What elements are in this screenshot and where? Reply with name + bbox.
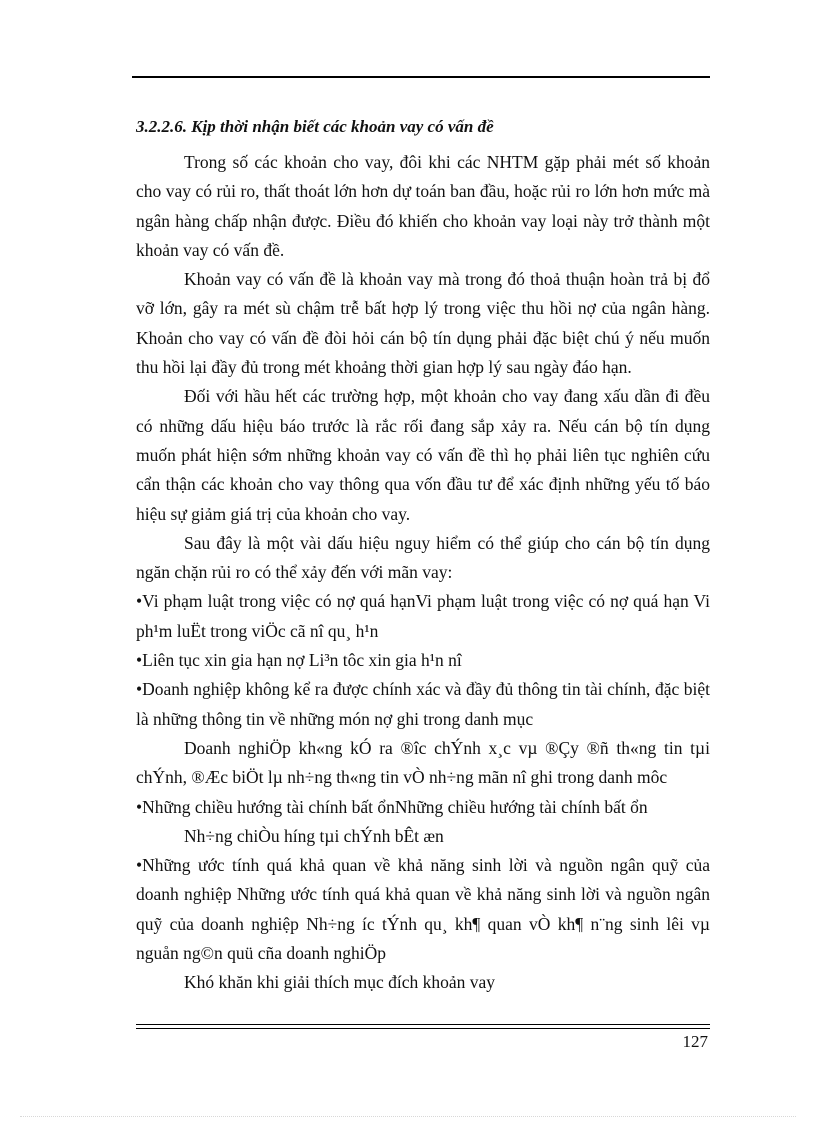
paragraph-definition: Khoản vay có vấn đề là khoản vay mà trong đó thoả thuận hoàn trả bị đổ vỡ lớn, gây ra mét sù chậm trễ bất hợp lý trong việc thu hồi nợ của ngân hàng. Khoản cho vay có vấn đề đòi hỏi cán bộ tín dụng phải đặc biệt chú ý nếu muốn thu hồi lại đầy đủ trong mét khoảng thời gian hợp lý sau ngày đáo hạn. xyxy=(136,269,710,378)
paragraph-purpose: Khó khăn khi giải thích mục đích khoản vay xyxy=(184,972,496,993)
footer-rule-upper xyxy=(136,1024,710,1025)
paragraph-disclosure-legacy: Doanh nghiÖp kh«ng kÓ ra ®îc chÝnh x¸c vµ ®Çy ®ñ th«ng tin tµi chÝnh, ®Æc biÖt lµ nh÷ng th«ng tin vÒ nh÷ng mãn nî ghi trong danh môc xyxy=(136,737,710,788)
paragraph-list-intro: Sau đây là một vài dấu hiệu nguy hiểm có thể giúp cho cán bộ tín dụng ngăn chặn rủi ro có thể xảy đến với mãn vay: xyxy=(136,532,710,583)
bullet-item-disclosure: •Doanh nghiệp không kể ra được chính xác và đầy đủ thông tin tài chính, đặc biệt là những thông tin về những món nợ ghi trong danh mục xyxy=(136,679,710,729)
paragraph-warning-signs: Đối với hầu hết các trường hợp, một khoản cho vay đang xấu dần đi đều có những dấu hiệu báo trước là rắc rối đang sắp xảy ra. Nếu cán bộ tín dụng muốn phát hiện sớm những khoản vay có vấn đề thì họ phải liên tục nghiên cứu cẩn thận các khoản cho vay thông qua vốn đầu tư để xác định những yếu tố báo hiệu sự giảm giá trị của khoản cho vay. xyxy=(136,386,710,524)
page-edge-dotted-line xyxy=(20,1116,796,1117)
bullet-item-trends: •Những chiều hướng tài chính bất ổnNhững chiều hướng tài chính bất ổn xyxy=(136,796,648,817)
paragraph-intro: Trong số các khoản cho vay, đôi khi các NHTM gặp phải mét số khoản cho vay có rủi ro, thất thoát lớn hơn dự toán ban đầu, hoặc rủi ro lớn hơn mức mà ngân hàng chấp nhận được. Điều đó khiến cho khoản vay loại này trở thành một khoản vay có vấn đề. xyxy=(136,152,710,260)
paragraph-trends-legacy: Nh÷ng chiÒu híng tµi chÝnh bÊt æn xyxy=(184,825,444,846)
header-rule xyxy=(132,76,710,78)
footer-rule-lower xyxy=(136,1028,710,1029)
section-heading: 3.2.2.6. Kịp thời nhận biết các khoản vay có vấn đề xyxy=(136,117,494,136)
page-content xyxy=(136,112,710,998)
bullet-item-extension: •Liên tục xin gia hạn nợ Li³n tôc xin gia h¹n nî xyxy=(136,650,462,671)
page-number: 127 xyxy=(682,1032,708,1051)
bullet-item-overdue: •Vi phạm luật trong việc có nợ quá hạnVi phạm luật trong việc có nợ quá hạn Vi ph¹m luËt trong viÖc cã nî qu¸ h¹n xyxy=(136,591,710,641)
bullet-item-estimates: •Những ước tính quá khả quan về khả năng sinh lời và nguồn ngân quỹ của doanh nghiệp Những ước tính quá khả quan về khả năng sinh lời và nguồn ngân quỹ của doanh nghiệp Nh÷ng íc tÝnh qu¸ kh¶ quan vÒ kh¶ n¨ng sinh lêi vµ nguån ng©n quü cña doanh nghiÖp xyxy=(136,855,710,964)
